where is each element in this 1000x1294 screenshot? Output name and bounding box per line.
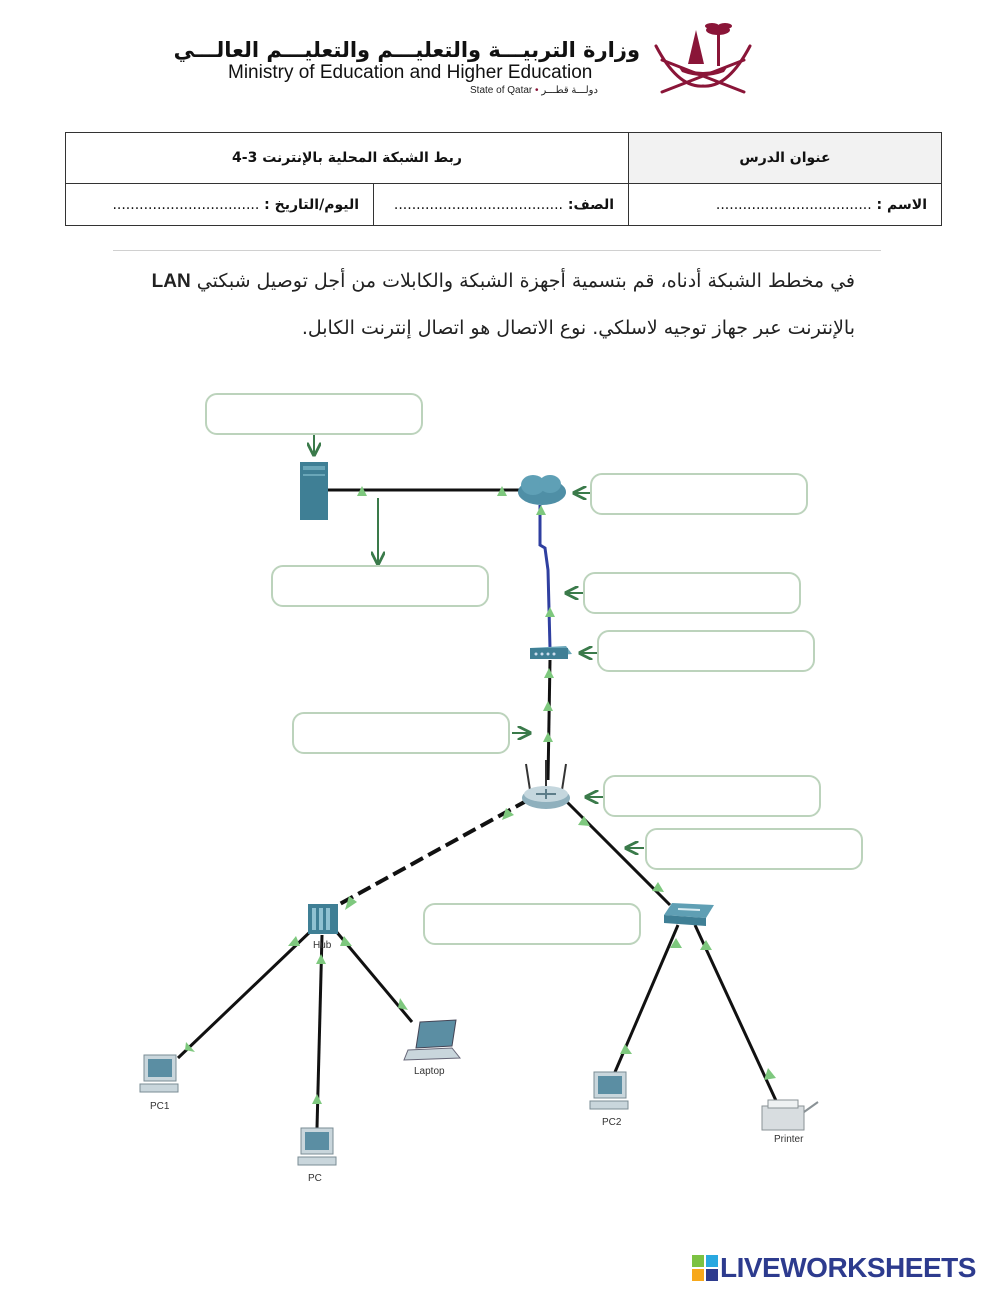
brand-text: LIVEWORKSHEETS bbox=[720, 1252, 976, 1283]
answer-box-coax-cable[interactable] bbox=[583, 572, 801, 614]
instructions-line-2: بالإنترنت عبر جهاز توجيه لاسلكي. نوع الاتصال هو اتصال إنترنت الكابل. bbox=[301, 317, 855, 339]
hub-icon bbox=[308, 904, 338, 934]
link-indicator bbox=[398, 998, 408, 1010]
cable-hub-pc1 bbox=[178, 930, 312, 1058]
name-label: الاسم : bbox=[876, 196, 927, 213]
state-english: State of Qatar bbox=[470, 85, 533, 96]
answer-box-router-switch-cable[interactable] bbox=[645, 828, 863, 870]
printer-label: Printer bbox=[774, 1134, 804, 1145]
liveworksheets-logo-icon bbox=[692, 1255, 718, 1281]
cable-cloud-modem-coax bbox=[540, 505, 550, 648]
pc-label: PC bbox=[308, 1173, 322, 1184]
laptop-icon bbox=[404, 1020, 460, 1060]
answer-box-switch[interactable] bbox=[423, 903, 641, 945]
instructions-line-1-text: في مخطط الشبكة أدناه، قم بتسمية أجهزة الشبكة والكابلات من أجل توصيل شبكتي bbox=[196, 270, 855, 292]
cable-modem-icon bbox=[530, 646, 572, 659]
answer-box-server[interactable] bbox=[205, 393, 423, 435]
instructions-lan-term: LAN bbox=[151, 271, 191, 292]
name-input-dots[interactable]: ................................... bbox=[715, 196, 872, 213]
class-input-dots[interactable]: ...................................... bbox=[393, 196, 563, 213]
switch-icon bbox=[664, 903, 714, 926]
pc1-computer-icon bbox=[140, 1055, 178, 1092]
answer-box-router[interactable] bbox=[603, 775, 821, 817]
link-indicator bbox=[536, 505, 546, 515]
ministry-english-name: Ministry of Education and Higher Education bbox=[228, 62, 593, 83]
link-indicator bbox=[544, 668, 554, 678]
answer-box-modem[interactable] bbox=[597, 630, 815, 672]
state-arabic: دولـــة قطـــر bbox=[541, 85, 598, 96]
link-indicator bbox=[620, 1044, 632, 1054]
liveworksheets-brand bbox=[692, 1252, 976, 1284]
server-icon bbox=[300, 462, 328, 520]
wireless-router-icon bbox=[522, 760, 570, 809]
separator-dot-icon: • bbox=[535, 85, 539, 96]
pc2-computer-icon bbox=[590, 1072, 628, 1109]
lesson-title-label: عنوان الدرس bbox=[629, 133, 942, 184]
internet-cloud-icon bbox=[518, 475, 566, 505]
answer-box-modem-router-cable[interactable] bbox=[292, 712, 510, 754]
link-indicator bbox=[316, 954, 326, 964]
class-label: الصف: bbox=[567, 196, 614, 213]
pc-computer-icon bbox=[298, 1128, 336, 1165]
ministry-arabic-name: وزارة التربيـــة والتعليـــم والتعليـــم العالـــي bbox=[173, 38, 640, 62]
link-indicator bbox=[288, 936, 300, 946]
link-indicator bbox=[578, 816, 590, 826]
link-indicator bbox=[764, 1068, 776, 1080]
link-indicator bbox=[545, 607, 555, 617]
link-indicator bbox=[312, 1094, 322, 1104]
answer-box-server-cable[interactable] bbox=[271, 565, 489, 607]
date-input-dots[interactable]: ................................. bbox=[112, 196, 260, 213]
lesson-title-value: ربط الشبكة المحلية بالإنترنت 3-4 bbox=[66, 133, 629, 184]
pc2-label: PC2 bbox=[602, 1117, 622, 1128]
date-label: اليوم/التاريخ : bbox=[264, 196, 359, 213]
hub-label: Hub bbox=[313, 940, 332, 951]
answer-box-internet[interactable] bbox=[590, 473, 808, 515]
link-indicator bbox=[543, 732, 553, 742]
link-indicator bbox=[543, 701, 553, 711]
cable-router-hub bbox=[338, 800, 528, 905]
laptop-label: Laptop bbox=[414, 1066, 445, 1077]
printer-icon bbox=[762, 1100, 818, 1130]
pc1-label: PC1 bbox=[150, 1101, 170, 1112]
